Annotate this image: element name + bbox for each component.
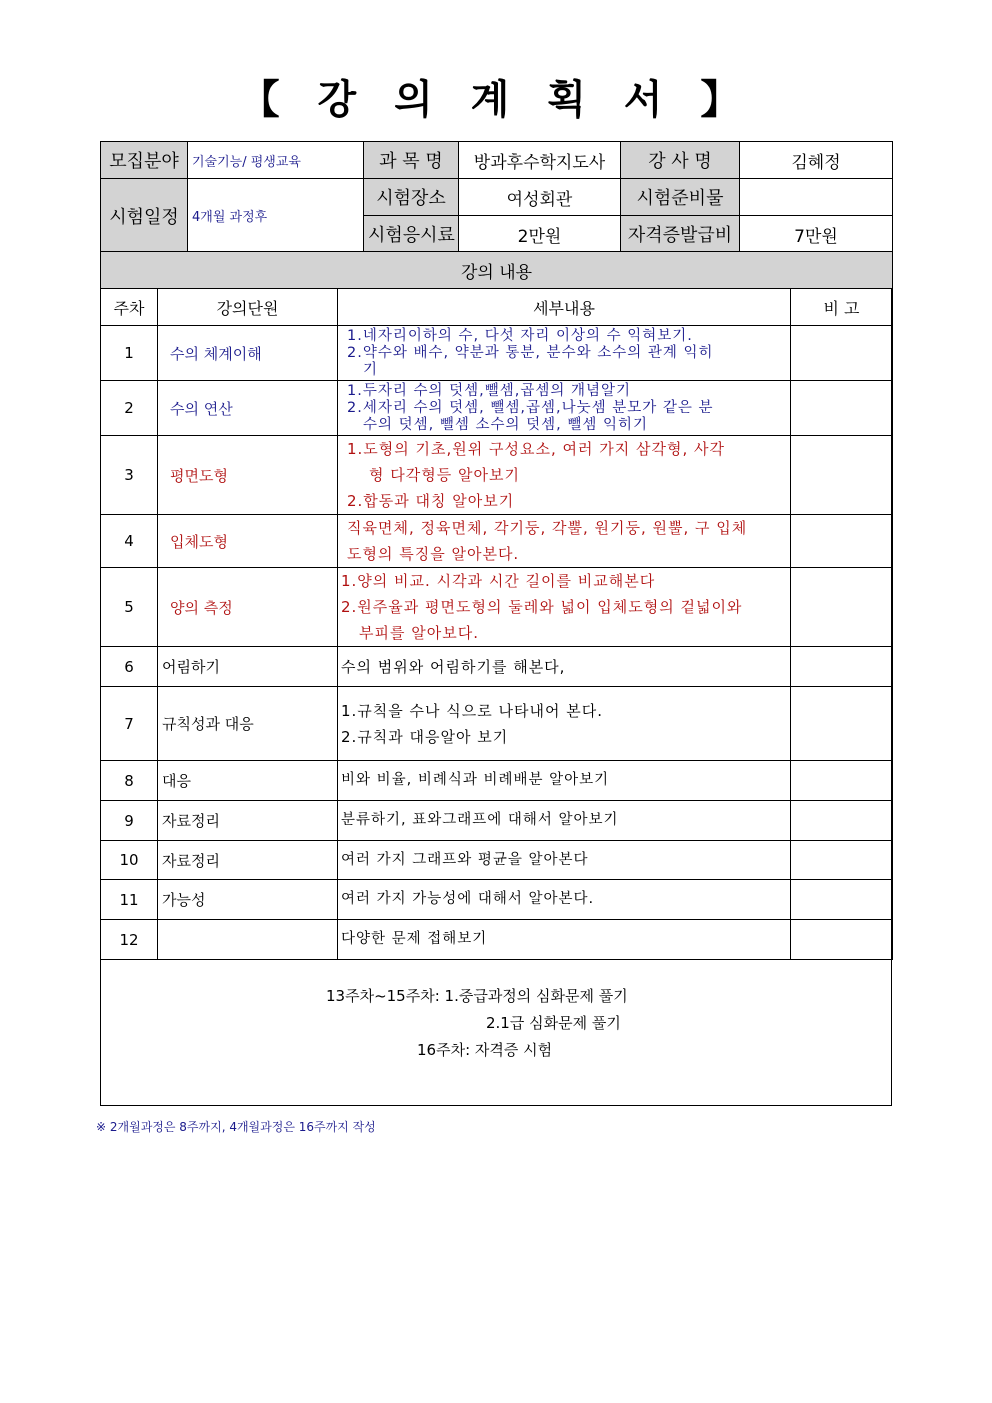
unit-cell: 가능성 <box>158 880 338 920</box>
cert-label: 자격증발급비 <box>621 216 740 253</box>
bottom-line-2: 2.1급 심화문제 풀기 <box>486 1014 621 1032</box>
table-row <box>101 841 893 880</box>
week-cell: 10 <box>101 841 158 880</box>
detail-line: 기 <box>363 361 379 378</box>
detail-line: 2.합동과 대칭 알아보기 <box>347 492 515 510</box>
detail-cell <box>338 326 791 381</box>
fee-value: 2만원 <box>459 216 621 253</box>
detail-cell <box>338 687 791 761</box>
recruit-value: 기술기능/ 평생교육 <box>188 142 364 179</box>
table-row <box>101 568 893 647</box>
remark-cell <box>791 568 893 647</box>
table-row <box>101 436 893 515</box>
detail-line: 부피를 알아보다. <box>359 624 479 642</box>
cert-value: 7만원 <box>740 216 893 253</box>
remark-cell <box>791 647 893 687</box>
table-row <box>101 801 893 841</box>
detail-cell <box>338 436 791 515</box>
recruit-label: 모집분야 <box>101 142 188 179</box>
unit-cell: 규칙성과 대응 <box>158 687 338 761</box>
detail-line: 형 다각형등 알아보기 <box>369 466 520 484</box>
week-cell: 1 <box>101 326 158 381</box>
col-detail: 세부내용 <box>338 289 791 326</box>
remark-cell <box>791 841 893 880</box>
detail-line: 1.양의 비교. 시각과 시간 길이를 비교해본다 <box>341 572 656 590</box>
week-cell: 9 <box>101 801 158 841</box>
remark-cell <box>791 920 893 960</box>
detail-line: 분류하기, 표와그래프에 대해서 알아보기 <box>341 812 619 828</box>
table-row <box>101 381 893 436</box>
detail-cell <box>338 515 791 568</box>
detail-line: 1.네자리이하의 수, 다섯 자리 이상의 수 익혀보기. <box>347 327 693 344</box>
remark-cell <box>791 381 893 436</box>
instructor-label: 강 사 명 <box>621 142 740 179</box>
bottom-line-1: 13주차~15주차: 1.중급과정의 심화문제 풀기 <box>326 987 628 1005</box>
detail-line: 2.약수와 배수, 약분과 통분, 분수와 소수의 관계 익히 <box>347 344 714 361</box>
course-value: 방과후수학지도사 <box>459 142 621 179</box>
detail-line: 2.원주율과 평면도형의 둘레와 넓이 입체도형의 겉넓이와 <box>341 598 743 616</box>
prep-value <box>740 179 893 216</box>
detail-line: 직육면체, 정육면체, 각기둥, 각뿔, 원기둥, 원뿔, 구 입체 <box>347 519 748 537</box>
detail-line: 비와 비율, 비례식과 비례배분 알아보기 <box>341 772 610 788</box>
unit-cell: 양의 측정 <box>158 568 338 647</box>
instructor-value: 김혜정 <box>740 142 893 179</box>
week-cell: 4 <box>101 515 158 568</box>
detail-cell <box>338 761 791 801</box>
place-label: 시험장소 <box>364 179 459 216</box>
table-row <box>101 920 893 960</box>
course-label: 과 목 명 <box>364 142 459 179</box>
week-cell: 12 <box>101 920 158 960</box>
detail-line: 여러 가지 가능성에 대해서 알아본다. <box>341 891 595 907</box>
remark-cell <box>791 761 893 801</box>
detail-cell <box>338 841 791 880</box>
detail-line: 1.도형의 기초,원위 구성요소, 여러 가지 삼각형, 사각 <box>347 440 726 458</box>
remark-cell <box>791 326 893 381</box>
week-cell: 5 <box>101 568 158 647</box>
detail-cell <box>338 381 791 436</box>
week-cell: 8 <box>101 761 158 801</box>
week-cell: 6 <box>101 647 158 687</box>
detail-line: 다양한 문제 접해보기 <box>341 931 488 947</box>
lecture-table <box>100 251 893 960</box>
detail-line: 수의 덧셈, 뺄셈 소수의 덧셈, 뺄셈 익히기 <box>363 416 648 433</box>
detail-line: 2.세자리 수의 덧셈, 뺄셈,곱셈,나눗셈 분모가 같은 분 <box>347 399 714 416</box>
section-title: 강의 내용 <box>101 252 893 289</box>
table-row <box>101 761 893 801</box>
detail-line: 1.규칙을 수나 식으로 나타내어 본다. <box>341 701 604 720</box>
detail-line: 여러 가지 그래프와 평균을 알아본다 <box>341 851 589 868</box>
unit-cell: 대응 <box>158 761 338 801</box>
unit-cell: 자료정리 <box>158 841 338 880</box>
col-unit: 강의단원 <box>158 289 338 326</box>
detail-line: 수의 범위와 어림하기를 해본다, <box>341 657 566 676</box>
remark-cell <box>791 801 893 841</box>
unit-cell: 평면도형 <box>158 436 338 515</box>
schedule-value: 4개월 과정후 <box>188 179 364 253</box>
detail-cell <box>338 647 791 687</box>
info-table <box>100 141 893 253</box>
table-row <box>101 880 893 920</box>
remark-cell <box>791 436 893 515</box>
unit-cell: 어림하기 <box>158 647 338 687</box>
col-week: 주차 <box>101 289 158 326</box>
detail-line: 1.두자리 수의 덧셈,뺄셈,곱셈의 개념알기 <box>347 382 631 399</box>
unit-cell: 입체도형 <box>158 515 338 568</box>
remark-cell <box>791 880 893 920</box>
detail-cell <box>338 920 791 960</box>
table-row <box>101 687 893 761</box>
unit-cell: 수의 체계이해 <box>158 326 338 381</box>
table-row <box>101 515 893 568</box>
week-cell: 2 <box>101 381 158 436</box>
remark-cell <box>791 515 893 568</box>
detail-line: 도형의 특징을 알아본다. <box>347 545 520 563</box>
detail-cell <box>338 568 791 647</box>
detail-line: 2.규칙과 대응알아 보기 <box>341 727 509 746</box>
place-value: 여성회관 <box>459 179 621 216</box>
week-cell: 7 <box>101 687 158 761</box>
table-row <box>101 647 893 687</box>
week-cell: 3 <box>101 436 158 515</box>
unit-cell: 자료정리 <box>158 801 338 841</box>
bottom-line-3: 16주차: 자격증 시험 <box>417 1041 553 1059</box>
col-remark: 비 고 <box>791 289 893 326</box>
remark-cell <box>791 687 893 761</box>
fee-label: 시험응시료 <box>364 216 459 253</box>
unit-cell <box>158 920 338 960</box>
page-title: 【 강 의 계 획 서 】 <box>239 77 753 123</box>
detail-cell <box>338 801 791 841</box>
unit-cell: 수의 연산 <box>158 381 338 436</box>
week-cell: 11 <box>101 880 158 920</box>
detail-cell <box>338 880 791 920</box>
schedule-label: 시험일정 <box>101 179 188 253</box>
footnote: ※ 2개월과정은 8주까지, 4개월과정은 16주까지 작성 <box>96 1120 376 1134</box>
prep-label: 시험준비물 <box>621 179 740 216</box>
table-row <box>101 326 893 381</box>
